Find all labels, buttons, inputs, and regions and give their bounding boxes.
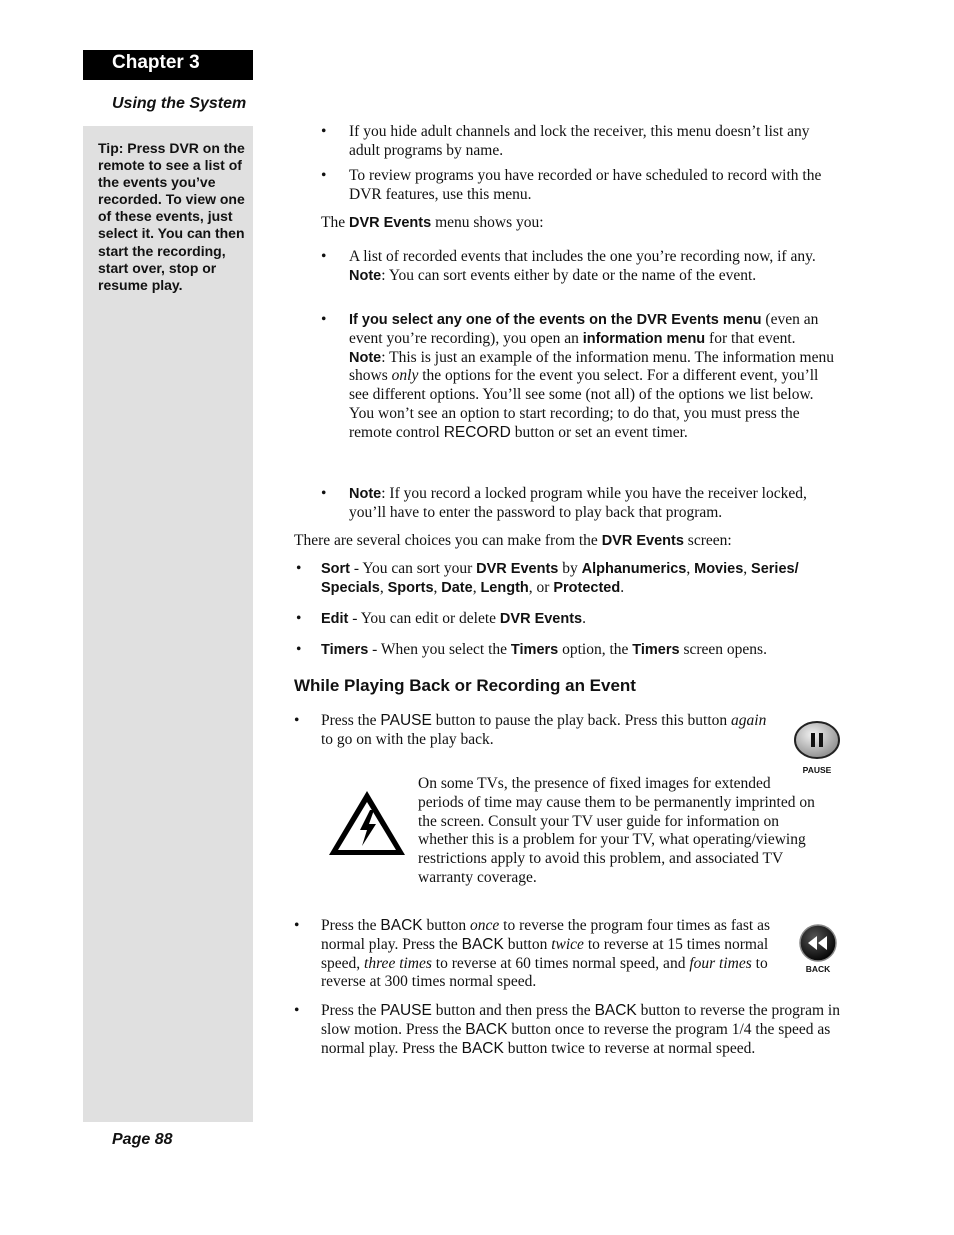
list-item: Press the BACK button once to reverse the program four times as fast as normal play. Press the BACK button twice to reverse at 15 times normal speed, three times to reverse at 60 times normal speed, and four times to reverse at 300 times normal speed. [321,917,771,991]
bullet-marker: • [294,1002,300,1019]
list-item: Edit - You can edit or delete DVR Events. [321,610,586,627]
bullet-marker: • [321,311,327,328]
back-button-icon [798,924,838,976]
pause-button-icon [793,720,841,780]
list-item: A list of recorded events that includes the one you’re recording now, if any. Note: You can sort events either by date or the name of the event. [349,248,816,284]
dvr-key: DVR [169,140,199,156]
list-item: If you select any one of the events on the DVR Events menu (even an event you’re recording), you open an information menu for that event. Note: This is just an example of the information menu. The information menu shows only the options for the event you select. For a different event, you’ll see different options. You’ll see some (not all) of the options we list below. You won’t see an option to start recording; to do that, you must press the remote control RECORD button or set an event timer. [349,311,834,441]
section-title: Using the System [112,95,247,112]
tip-text: Tip: Press DVR on the remote to see a list of the events you’ve recorded. To view one of these events, just select it. You can then start the recording, start over, stop or resume play. [98,140,245,293]
list-item: Sort - You can sort your DVR Events by Alphanumerics, Movies, Series/ Specials, Sports, Date, Length, or Protected. [321,560,799,596]
bullet-marker: • [294,917,300,934]
warning-triangle-icon [326,788,408,858]
paragraph: There are several choices you can make from the DVR Events screen: [294,532,732,549]
list-item: Note: If you record a locked program while you have the receiver locked, you’ll have to enter the password to play back that program. [349,485,807,521]
bullet-marker: • [294,712,300,729]
bullet-marker: • [296,560,302,577]
bullet-marker: • [321,123,327,140]
list-item: If you hide adult channels and lock the receiver, this menu doesn’t list any adult programs by name. [349,123,810,159]
bullet-marker: • [321,485,327,502]
list-item: To review programs you have recorded or have scheduled to record with the DVR features, use this menu. [349,167,822,203]
warning-text: On some TVs, the presence of fixed images for extended periods of time may cause them to be permanently imprinted on the screen. Consult your TV user guide for information on whether this is a problem for your TV, what operating/viewing restrictions apply to avoid this problem, and associated TV warranty coverage. [418,775,815,886]
section-heading: While Playing Back or Recording an Event [294,676,636,695]
list-item: Press the PAUSE button and then press the BACK button to reverse the program in slow motion. Press the BACK button once to reverse the program 1/4 the speed as normal play. Press the BACK button twice to reverse at normal speed. [321,1002,840,1057]
paragraph: The DVR Events menu shows you: [321,214,544,231]
bullet-marker: • [321,248,327,265]
bullet-marker: • [296,641,302,658]
list-item: Timers - When you select the Timers option, the Timers screen opens. [321,641,767,658]
bullet-marker: • [321,167,327,184]
sidebar-tip-panel [83,126,253,1122]
bullet-marker: • [296,610,302,627]
pause-icon-label: PAUSE [802,765,832,775]
list-item: Press the PAUSE button to pause the play back. Press this button again to go on with the play back. [321,712,767,748]
page-number: Page 88 [112,1131,173,1148]
back-icon-label: BACK [805,964,831,974]
chapter-label: Chapter 3 [83,50,253,80]
